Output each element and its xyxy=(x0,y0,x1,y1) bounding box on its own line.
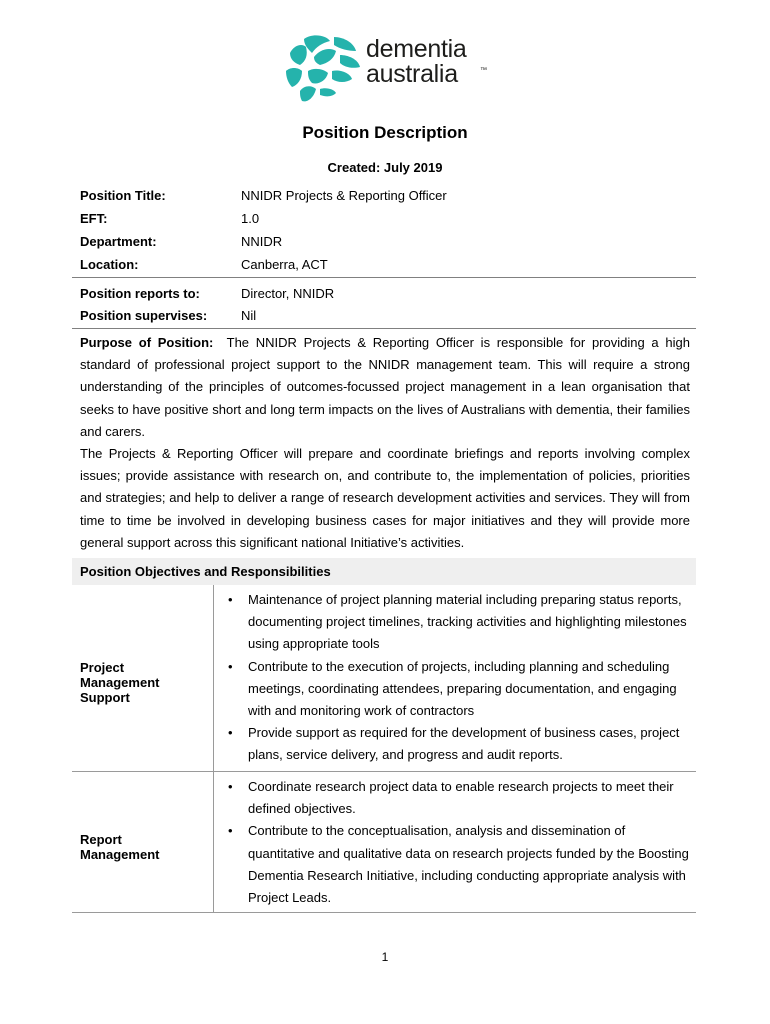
supervises-value: Nil xyxy=(241,308,257,323)
list-item xyxy=(228,656,690,723)
purpose-text-1: The NNIDR Projects & Reporting Officer is responsible for providing a high standard of professional project support to the NNIDR management team. This will require a strong understanding of the principles of outcomes-focussed project management in a lean organisation that seeks to have positive short and long term impacts on the lives of Australians with dementia, their families and carers. xyxy=(80,335,690,439)
table-column-divider xyxy=(213,585,214,913)
section-label-report-management: Report Management xyxy=(80,832,160,862)
divider xyxy=(72,328,696,329)
purpose-paragraph-1 xyxy=(80,332,690,443)
objectives-heading-bar xyxy=(72,558,696,585)
eft-value: 1.0 xyxy=(241,211,260,226)
page-title: Position Description xyxy=(302,123,468,142)
logo-text-australia: australia xyxy=(366,60,458,88)
purpose-label: Purpose of Position: xyxy=(80,335,214,350)
location-label: Location: xyxy=(80,257,139,272)
report-management-bullets xyxy=(228,776,690,909)
reports-to-value: Director, NNIDR xyxy=(241,286,335,301)
page-number: 1 xyxy=(381,950,389,964)
bullet-icon: • xyxy=(228,779,233,794)
bullet-text: Contribute to the conceptualisation, analysis and dissemination of quantitative and qualitative data on research projects funded by the Boosting Dementia Research Initiative, including conducting appropriate analysis with Project Leads. xyxy=(248,823,689,906)
list-item xyxy=(228,589,690,656)
bullet-icon: • xyxy=(228,823,233,839)
reports-to-label: Position reports to: xyxy=(80,286,200,301)
list-item xyxy=(228,776,690,820)
bullet-icon: • xyxy=(228,592,233,607)
bullet-icon: • xyxy=(228,725,233,741)
position-title-label: Position Title: xyxy=(80,188,166,203)
bullet-text: Provide support as required for the development of business cases, project plans, service delivery, and progress and audit reports. xyxy=(248,725,680,763)
created-date: Created: July 2019 xyxy=(327,160,443,175)
project-management-bullets xyxy=(228,589,690,767)
location-value: Canberra, ACT xyxy=(241,257,328,272)
bullet-icon: • xyxy=(228,658,233,674)
bullet-text: Maintenance of project planning material including preparing status reports, documenting project timelines, tracking activities and highlighting milestones using appropriate tools xyxy=(248,592,687,652)
table-row-divider xyxy=(72,771,696,772)
bullet-text: Contribute to the execution of projects, including planning and scheduling meetings, coordinating attendees, preparing documentation, and engaging with and monitoring work of contractors xyxy=(248,658,677,719)
divider xyxy=(72,277,696,278)
objectives-heading: Position Objectives and Responsibilities xyxy=(80,564,331,579)
supervises-label: Position supervises: xyxy=(80,308,208,323)
section-label-project-management-support: Project Management Support xyxy=(80,660,160,705)
purpose-paragraph-2: The Projects & Reporting Officer will prepare and coordinate briefings and reports involving complex issues; provide assistance with research on, and contribute to, the implementation of policies, priorities and strategies; and help to deliver a range of research development activities and services. They will from time to time be involved in developing business cases for major initiatives and they will provide more general support across this significant national Initiative’s activities. xyxy=(80,446,690,550)
logo-text-dementia: dementia xyxy=(366,35,467,63)
logo-trademark: ™ xyxy=(480,67,487,74)
bullet-text: Coordinate research project data to enable research projects to meet their defined objectives. xyxy=(248,779,674,817)
brain-logo-icon xyxy=(282,33,362,105)
dementia-australia-logo xyxy=(282,33,492,105)
eft-label: EFT: xyxy=(80,211,108,226)
purpose-section xyxy=(80,332,690,554)
department-value: NNIDR xyxy=(241,234,283,249)
table-bottom-border xyxy=(72,912,696,913)
list-item xyxy=(228,820,690,909)
position-title-value: NNIDR Projects & Reporting Officer xyxy=(241,188,447,203)
list-item xyxy=(228,722,690,766)
department-label: Department: xyxy=(80,234,157,249)
